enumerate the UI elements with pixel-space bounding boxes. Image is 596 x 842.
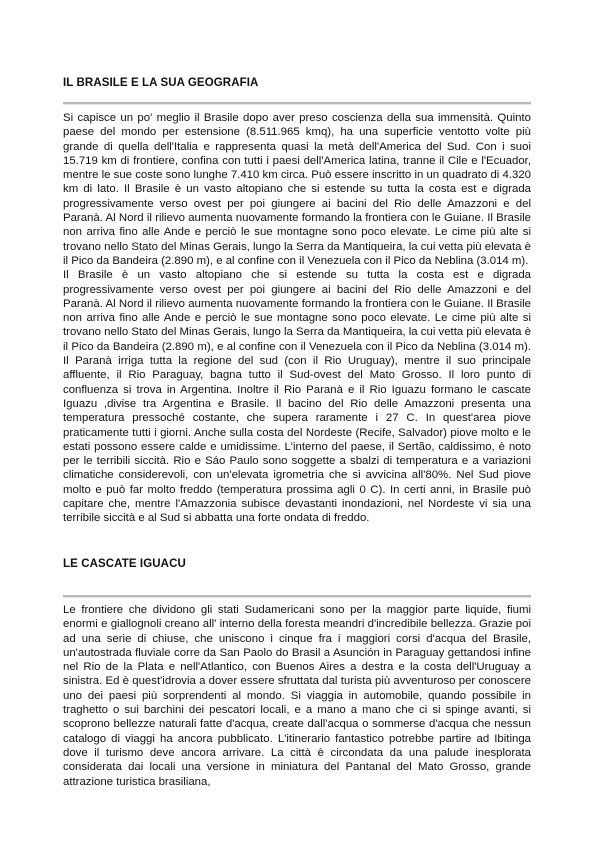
section-divider — [63, 595, 531, 598]
paragraph: Il Brasile è un vasto altopiano che si estende su tutta la costa est e digrada progressivamente verso ovest per poi giungere ai bacini del Rio delle Amazzoni e del Paranà. Al Nord il rilievo aumenta nuovamente formando la frontiera con le Guiane. Il Brasile non arriva fino alle Ande e perciò le sue montagne sono poco elevate. Le cime più alte si trovano nello Stato del Minas Gerais, lungo la Serra da Mantiqueira, la cui vetta più elevata è il Pico da Bandeira (2.890 m), e al confine con il Venezuela con il Pico da Neblina (3.014 m). Il Paranà irriga tutta la regione del sud (con il Rio Uruguay), mentre il suo principale affluente, il Rio Paraguay, bagna tutto il Sud-ovest del Mato Grosso. Il loro punto di confluenza si trova in Argentina. Inoltre il Rio Paranà e il Rio Iguazu formano le cascate Iguazu ,divise tra Argentina e Brasile. Il bacino del Rio delle Amazzoni presenta una temperatura pressoché costante, che supera raramente i 27 C. In quest'area piove praticamente tutti i giorni. Anche sulla costa del Nordeste (Recife, Salvador) piove molto e le estati possono essere calde e umidissime. L'interno del paese, il Sertão, caldissimo, è noto per le terribili siccità. Rio e Sáo Paulo sono soggette a sbalzi di temperatura e a variazioni climatiche considerevoli, con un'elevata igrometria che si avvicina all'80%. Nel Sud piove molto e può far molto freddo (temperatura prossima agli 0 C). In certi anni, in Brasile può capitare che, mentre l'Amazzonia subisce devastanti inondazioni, nel Nordeste vi sia una terribile siccità e al Sud si abbatta una forte ondata di freddo. — [63, 269, 531, 525]
paragraph: Le frontiere che dividono gli stati Sudamericani sono per la maggior parte liquide, fiumi enormi e giallognoli creano all' interno della foresta meandri d'incredibile bellezza. Grazie poi ad una serie di chiuse, che uniscono i cinque fra i maggiori corsi d'acqua del Brasile, un'autostrada fluviale corre da San Paolo do Brasil a Asunción in Paraguay gettandosi infine nel Rio de la Plata e nell'Atlantico, con Buenos Aires a destra e la costa dell'Uruguay a sinistra. Ed è quest'idrovia a dover essere sfruttata dal turista più avventuroso per conoscere uno dei paesi più sorprendenti al mondo. Si viaggia in automobile, quando possibile in traghetto o sui barchini dei pescatori locali, e a mano a mano che ci si spinge avanti, si scoprono bellezze naturali fatte d'acqua, create dall'acqua o sommerse d'acqua che nessun catalogo di viaggi ha ancora pubblicato. L'itinerario fantastico potrebbe partire ad Ibitinga dove il turismo deve ancora arrivare. La città è circondata da una palude inesplorata considerata dai locali una versione in miniatura del Pantanal del Mato Grosso, grande attrazione turistica brasiliana, — [63, 604, 531, 788]
section-heading-cascate-iguacu: LE CASCATE IGUACU — [63, 558, 186, 570]
section-divider — [63, 102, 531, 105]
section-body-cascate-iguacu — [63, 603, 531, 789]
paragraph: Si capisce un po' meglio il Brasile dopo aver preso coscienza della sua immensità. Quinto paese del mondo per estensione (8.511.965 kmq), ha una superficie ventotto volte più grande di quella dell'Italia e rappresenta quasi la metà dell'America del Sud. Con i suoi 15.719 km di frontiere, confina con tutti i paesi dell'America latina, tranne il Cile e l'Ecuador, mentre le sue coste sono lunghe 7.410 km circa. Può essere inscritto in un quadrato di 4.320 km di lato. Il Brasile è un vasto altopiano che si estende su tutta la costa est e digrada progressivamente verso ovest per poi giungere ai bacini del Rio delle Amazzoni e del Paranà. Al Nord il rilievo aumenta nuovamente formando la frontiera con le Guiane. Il Brasile non arriva fino alle Ande e perciò le sue montagne sono poco elevate. Le cime più alte si trovano nello Stato del Minas Gerais, lungo la Serra da Mantiqueira, la cui vetta più elevata è il Pico da Bandeira (2.890 m), e al confine con il Venezuela con il Pico da Neblina (3.014 m). — [63, 112, 531, 267]
section-body-brasile-geografia — [63, 111, 531, 526]
section-heading-brasile-geografia: IL BRASILE E LA SUA GEOGRAFIA — [63, 77, 259, 89]
